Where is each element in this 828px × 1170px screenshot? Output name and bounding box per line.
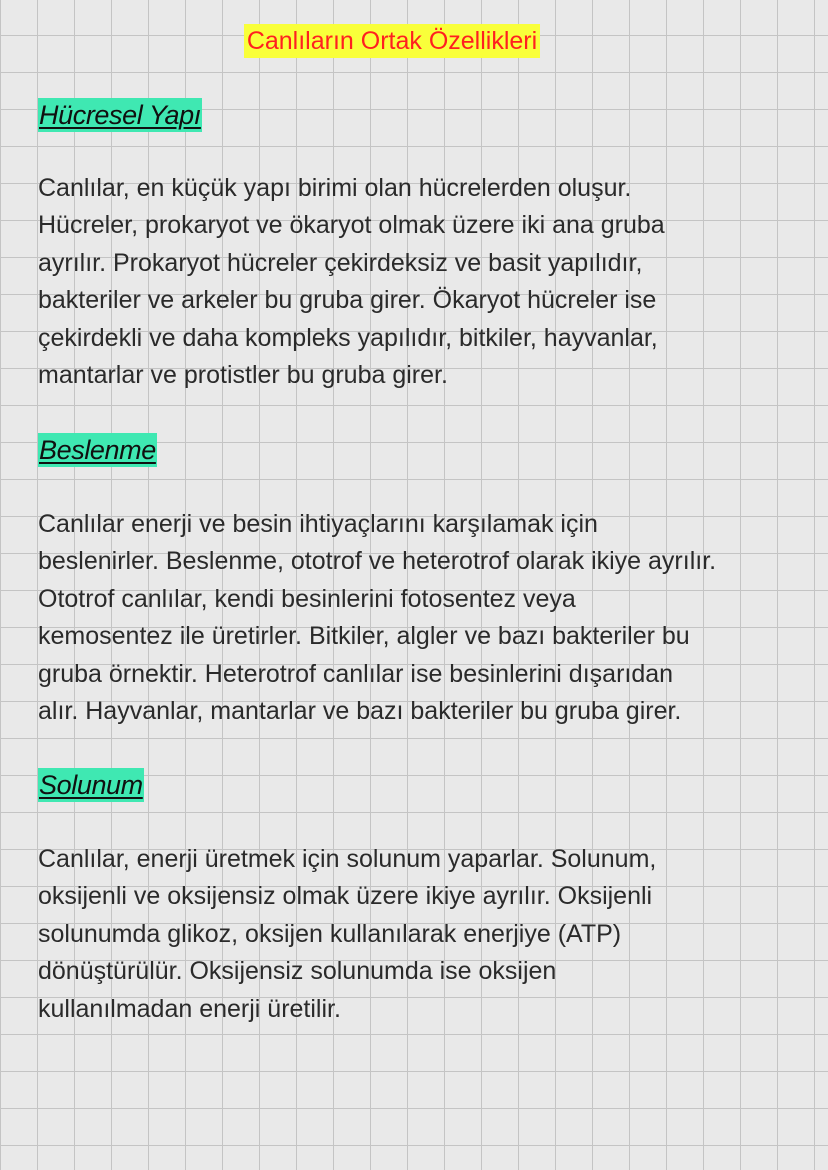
paragraph-line: mantarlar ve protistler bu gruba girer. [38,361,448,390]
paragraph-line: çekirdekli ve daha kompleks yapılıdır, bitkiler, hayvanlar, [38,323,658,352]
paragraph-line: kullanılmadan enerji üretilir. [38,994,341,1023]
section-paragraph-hucresel-yapi [38,170,798,394]
section-heading-hucresel-yapi: Hücresel Yapı [39,100,201,130]
page-title [0,24,784,58]
paragraph-line: ayrılır. Prokaryot hücreler çekirdeksiz ve basit yapılıdır, [38,248,643,277]
paragraph-line: beslenirler. Beslenme, ototrof ve heterotrof olarak ikiye ayrılır. [38,547,717,576]
paragraph-line: Canlılar, enerji üretmek için solunum yaparlar. Solunum, [38,845,657,873]
paragraph-line: solunumda glikoz, oksijen kullanılarak enerjiye (ATP) [38,919,622,948]
paragraph-line: dönüştürülür. Oksijensiz solunumda ise oksijen [38,957,557,986]
paragraph-line: Canlılar enerji ve besin ihtiyaçlarını karşılamak için [38,510,598,538]
paragraph-line: gruba örnektir. Heterotrof canlılar ise besinlerini dışarıdan [38,659,674,688]
paragraph-line: alır. Hayvanlar, mantarlar ve bazı bakteriler bu gruba girer. [38,697,682,726]
section-heading-beslenme: Beslenme [39,435,156,465]
paragraph-line: Canlılar, en küçük yapı birimi olan hücrelerden oluşur. [38,174,632,202]
paragraph-line: Hücreler, prokaryot ve ökaryot olmak üzere iki ana gruba [38,211,665,240]
paragraph-line: oksijenli ve oksijensiz olmak üzere ikiye ayrılır. Oksijenli [38,882,653,911]
section-paragraph-solunum [38,841,798,1028]
paragraph-line: Ototrof canlılar, kendi besinlerini fotosentez veya [38,584,576,613]
page-title-text: Canlıların Ortak Özellikleri [244,24,540,58]
paragraph-line: kemosentez ile üretirler. Bitkiler, algler ve bazı bakteriler bu [38,622,690,651]
section-heading-solunum: Solunum [39,770,143,800]
paragraph-line: bakteriler ve arkeler bu gruba girer. Ökaryot hücreler ise [38,286,657,315]
section-paragraph-beslenme [38,506,798,730]
